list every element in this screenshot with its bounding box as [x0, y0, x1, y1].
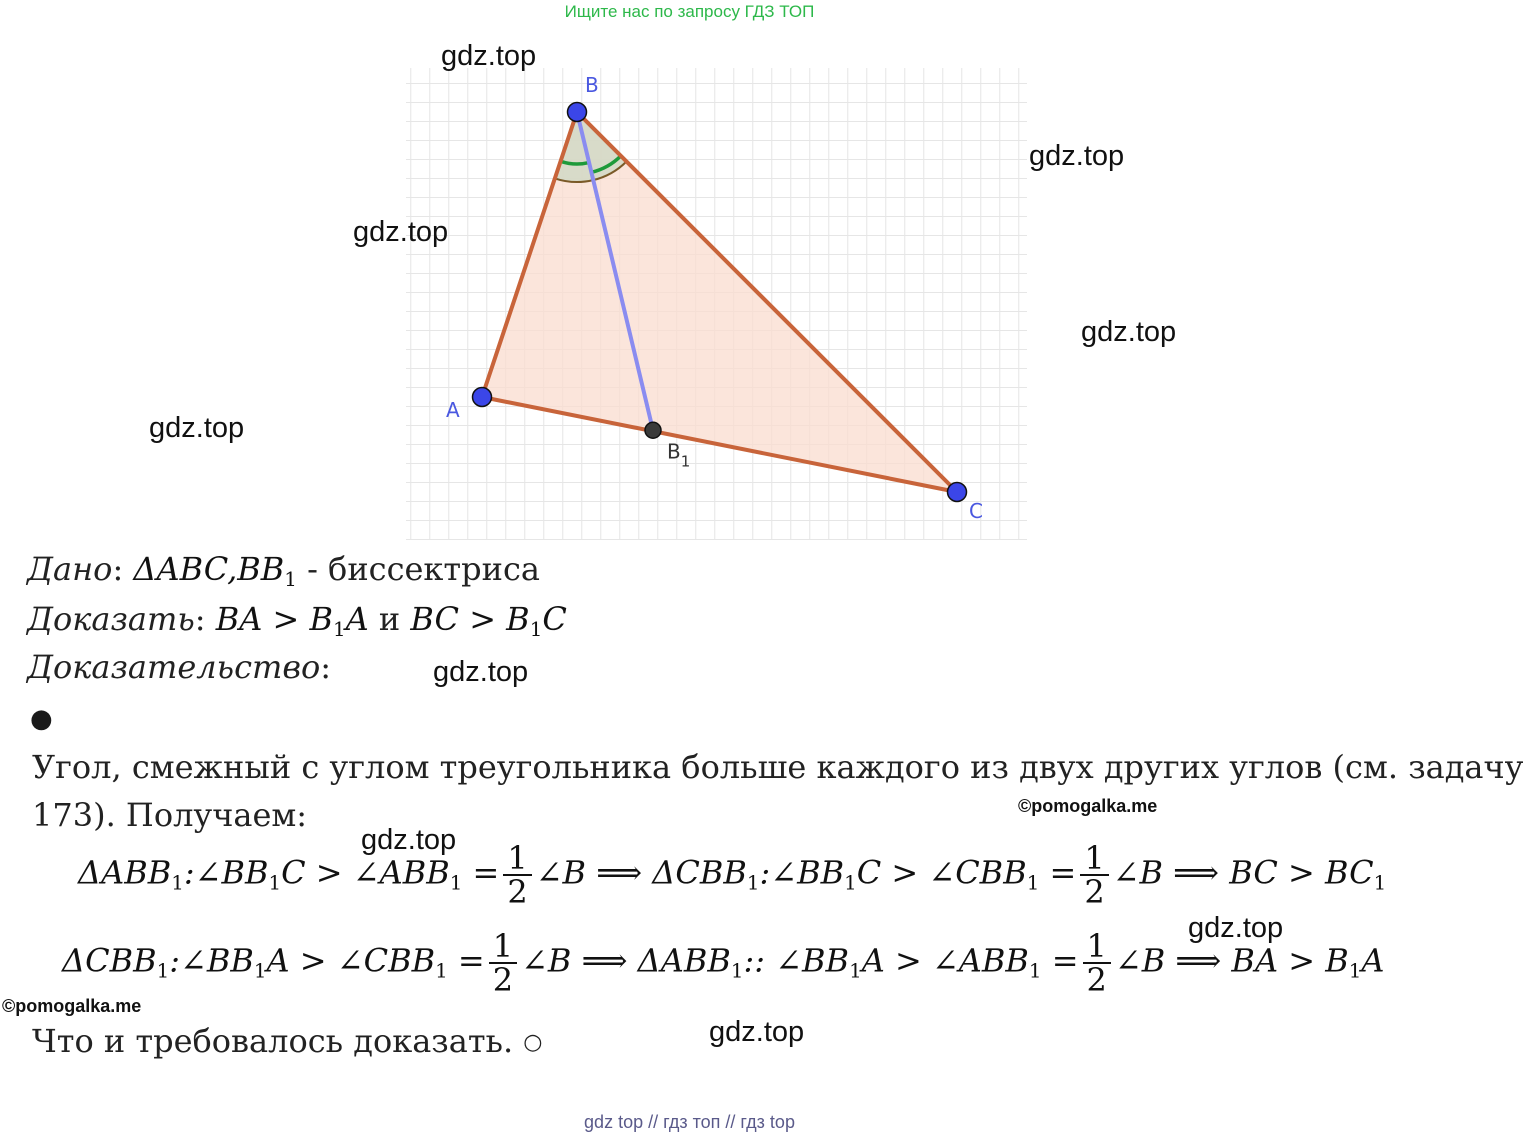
point-b: [568, 103, 587, 122]
top-banner: Ищите нас по запросу ГДЗ ТОП: [564, 2, 815, 21]
paragraph-line-2: 173). Получаем:: [32, 796, 308, 834]
prove-math-1: BA > $B_1A$: [215, 600, 369, 641]
prove-math-2: BC > $B_1C$: [410, 600, 567, 641]
prove-conj: и: [378, 600, 401, 638]
proof-label-line: Доказательство:: [27, 648, 332, 686]
given-label: Дано: [27, 550, 113, 588]
point-a: [473, 388, 492, 407]
watermark: gdz.top: [149, 412, 245, 444]
watermark: gdz.top: [1188, 912, 1284, 944]
given-line: Дано: $\Delta ABC,BB_1$ - биссектриса: [27, 550, 540, 591]
prove-line: Доказать: BA > $B_1A$ и BC > $B_1C$: [27, 600, 567, 641]
equation-2: $\Delta CBB_1:\angle BB_1A$ > $\angle CBB_1$ = $\frac{1}{2}$ ∠B ⟹ $\Delta ABB_1$:: $\angle BB_1A$ > $\angle ABB_1$ = $\frac{1}{2}$ ∠B ⟹ BA > $B_1A$: [62, 927, 1385, 999]
triangle-figure: [0, 0, 1379, 560]
fraction-half: $\frac{1}{2}$: [489, 930, 517, 996]
point-label-b: B: [585, 73, 599, 97]
point-label-c: C: [969, 499, 983, 523]
watermark: gdz.top: [1081, 316, 1177, 348]
point-label-a: A: [446, 398, 460, 422]
given-rest: - биссектриса: [307, 550, 540, 588]
given-math: $\Delta ABC,BB_1$: [133, 550, 297, 591]
fraction-half: $\frac{1}{2}$: [1080, 842, 1108, 908]
fraction-half: $\frac{1}{2}$: [503, 842, 531, 908]
watermark: gdz.top: [433, 656, 529, 688]
footer-links: gdz top // гдз топ // гдз top: [584, 1112, 795, 1132]
conclusion-line: [32, 1022, 542, 1060]
end-mark: ○: [523, 1030, 543, 1055]
watermark: gdz.top: [361, 824, 457, 856]
watermark: gdz.top: [441, 40, 537, 72]
watermark: gdz.top: [709, 1016, 805, 1048]
equation-1: $\Delta ABB_1:\angle BB_1C$ > $\angle ABB_1$ = $\frac{1}{2}$ ∠B ⟹ $\Delta CBB_1:\angle BB_1C$ > $\angle CBB_1$ = $\frac{1}{2}$ ∠B ⟹ BC > $BC_1$: [78, 839, 1387, 911]
prove-label: Доказать: [27, 600, 195, 638]
point-label-b1: $B_1$: [667, 439, 691, 471]
bullet: ●: [30, 704, 53, 734]
proof-label: Доказательство: [27, 648, 321, 686]
conclusion-text: Что и требовалось доказать.: [32, 1022, 514, 1060]
pomogalka-watermark: ©pomogalka.me: [1018, 796, 1158, 816]
point-b1: [645, 422, 661, 438]
point-c: [948, 483, 967, 502]
pomogalka-watermark: ©pomogalka.me: [2, 996, 142, 1016]
watermark: gdz.top: [353, 216, 449, 248]
fraction-half: $\frac{1}{2}$: [1083, 930, 1111, 996]
paragraph-line-1: Угол, смежный с углом треугольника больше каждого из двух других углов (см. задачу: [32, 748, 1523, 786]
watermark: gdz.top: [1029, 140, 1125, 172]
